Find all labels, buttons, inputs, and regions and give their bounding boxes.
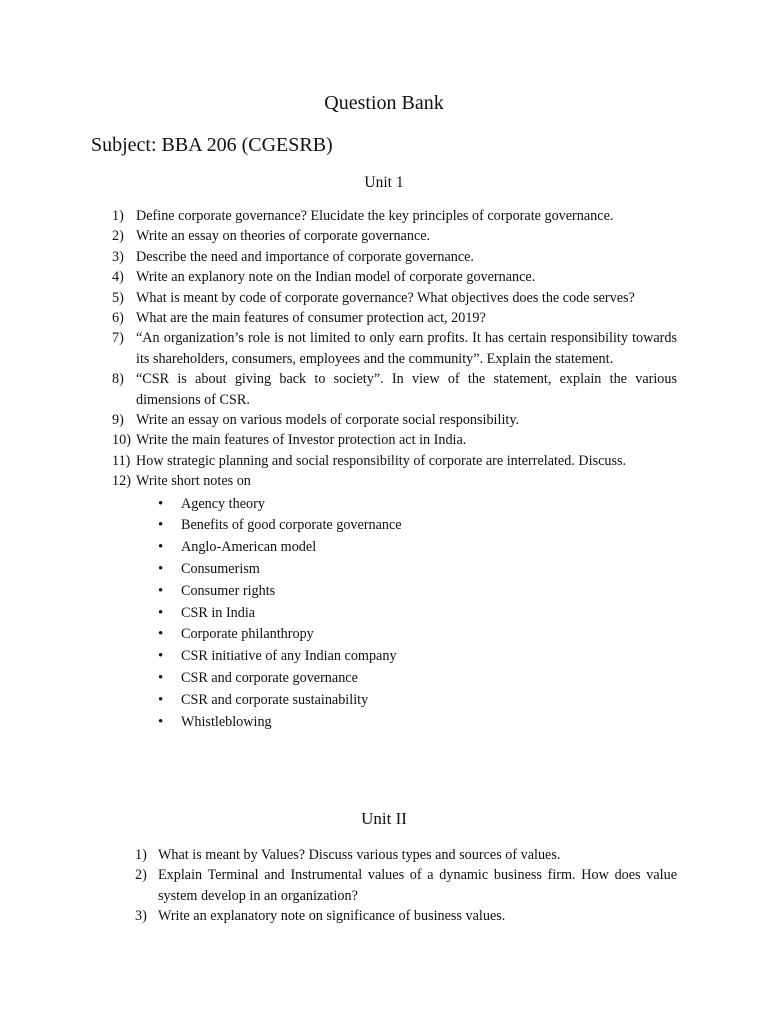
short-note-item: • Consumerism [136,559,677,581]
question-number: 8) [112,371,124,388]
question-number: 3) [112,248,124,265]
short-note-item: • Anglo-American model [136,537,677,559]
short-note-item: • CSR and corporate sustainability [136,690,677,712]
question-item [135,845,677,865]
question-number: 2) [135,867,147,884]
question-text: How strategic planning and social responsibility of corporate are interrelated. Discuss. [136,452,627,469]
subject-heading: Subject: BBA 206 (CGESRB) [91,134,333,156]
page-title: Question Bank [324,92,444,114]
question-text: “CSR is about giving back to society”. In view of the statement, explain the various dimensions of CSR. [136,371,677,408]
short-note-item: • Benefits of good corporate governance [136,515,677,537]
short-note-item: • Corporate philanthropy [136,624,677,646]
question-item [112,206,677,226]
question-number: 2) [112,228,124,245]
question-number: 10) [112,432,131,449]
question-number: 3) [135,908,147,925]
short-note-item: • Whistleblowing [136,712,677,734]
short-note-item: • CSR in India [136,603,677,625]
unit-1-heading: Unit 1 [364,174,404,191]
question-item [112,328,677,369]
question-item [112,267,677,287]
question-text: What are the main features of consumer protection act, 2019? [136,310,486,327]
question-text: Describe the need and importance of corporate governance. [136,248,474,265]
short-note-item: • CSR initiative of any Indian company [136,646,677,668]
question-text: Explain Terminal and Instrumental values of a dynamic business firm. How does value system develop in an organization? [158,867,677,904]
unit-1-question-list [112,206,677,733]
question-text: Write an explanory note on the Indian model of corporate governance. [136,269,536,286]
question-item [112,410,677,430]
question-number: 7) [112,330,124,347]
short-notes-list [136,494,677,734]
question-text: “An organization’s role is not limited to only earn profits. It has certain responsibility towards its shareholders, consumers, employees and the community”. Explain the statement. [136,330,677,367]
question-text: What is meant by Values? Discuss various types and sources of values. [158,847,561,863]
question-text: Write an explanatory note on significance of business values. [158,908,506,925]
unit-2-heading: Unit II [361,809,407,828]
question-item [135,906,677,926]
short-note-item: • CSR and corporate governance [136,668,677,690]
question-text: Write an essay on theories of corporate governance. [136,228,431,245]
question-text: Define corporate governance? Elucidate the key principles of corporate governance. [136,208,614,224]
question-number: 1) [112,208,124,224]
question-number: 5) [112,289,124,306]
question-item [112,247,677,267]
question-number: 12) [112,473,131,490]
question-item [112,308,677,328]
question-text: What is meant by code of corporate governance? What objectives does the code serves? [136,289,635,306]
question-item [112,369,677,410]
short-note-item: • Agency theory [136,494,677,516]
question-item [112,288,677,308]
question-text: Write an essay on various models of corporate social responsibility. [136,412,520,429]
question-number: 9) [112,412,124,429]
question-number: 1) [135,847,147,863]
question-item [112,451,677,471]
question-number: 11) [112,452,131,469]
question-text: Write the main features of Investor protection act in India. [136,432,467,449]
short-note-item: • Consumer rights [136,581,677,603]
question-number: 6) [112,310,124,327]
question-item [112,471,677,733]
question-text: Write short notes on [136,473,251,490]
question-number: 4) [112,269,124,286]
question-item [112,430,677,450]
question-item [112,226,677,246]
unit-2-question-list [135,845,677,927]
question-item [135,865,677,906]
